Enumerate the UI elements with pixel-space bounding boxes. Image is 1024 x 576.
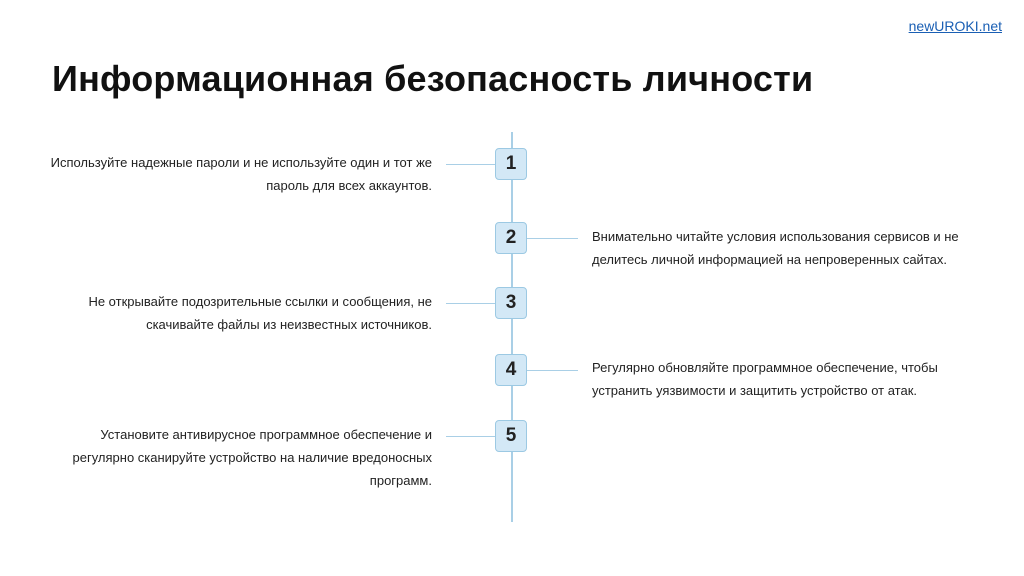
- connector-2: [527, 238, 578, 239]
- connector-5: [446, 436, 495, 437]
- connector-4: [527, 370, 578, 371]
- step-text-3: Не открывайте подозрительные ссылки и сообщения, не скачивайте файлы из неизвестных источников.: [88, 294, 432, 332]
- page-title: Информационная безопасность личности: [52, 58, 814, 99]
- step-badge-3: 3: [495, 287, 527, 319]
- step-text-5: Установите антивирусное программное обеспечение и регулярно сканируйте устройство на наличие вредоносных программ.: [72, 427, 432, 488]
- step-badge-1: 1: [495, 148, 527, 180]
- step-text-4: Регулярно обновляйте программное обеспечение, чтобы устранить уязвимости и защитить устройство от атак.: [592, 360, 938, 398]
- brand-link[interactable]: newUROKI.net: [908, 18, 1002, 34]
- connector-1: [446, 164, 495, 165]
- connector-3: [446, 303, 495, 304]
- step-badge-5: 5: [495, 420, 527, 452]
- step-badge-4: 4: [495, 354, 527, 386]
- step-text-2: Внимательно читайте условия использования сервисов и не делитесь личной информацией на непроверенных сайтах.: [592, 229, 959, 267]
- step-text-1: Используйте надежные пароли и не используйте один и тот же пароль для всех аккаунтов.: [50, 155, 432, 193]
- step-badge-2: 2: [495, 222, 527, 254]
- timeline-line: [511, 132, 513, 522]
